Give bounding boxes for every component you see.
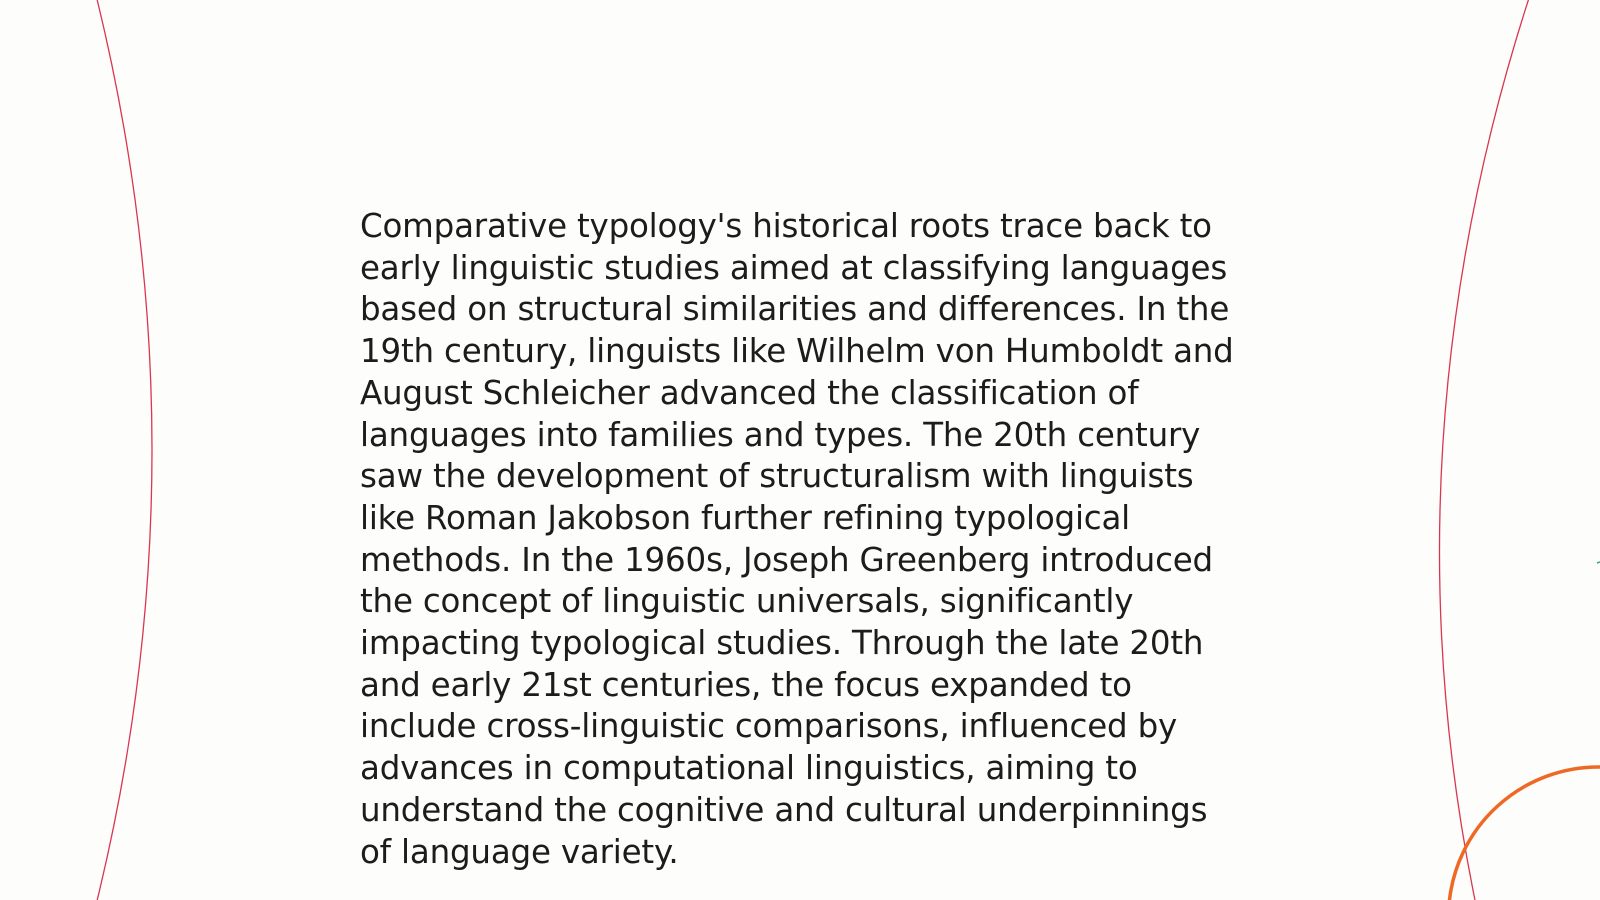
left-arc-line	[96, 0, 152, 900]
right-arc-line	[1439, 0, 1530, 900]
body-paragraph: Comparative typology's historical roots trace back to early linguistic studies aimed at classifying languages based on structural similarities and differences. In the 19th century, linguists like Wilhelm von Humboldt and August Schleicher advanced the classification of languages into families and types. The 20th century saw the development of structuralism with linguists like Roman Jakobson further refining typological methods. In the 1960s, Joseph Greenberg introduced the concept of linguistic universals, significantly impacting typological studies. Through the late 20th and early 21st centuries, the focus expanded to include cross-linguistic comparisons, influenced by advances in computational linguistics, aiming to understand the cognitive and cultural underpinnings of language variety.	[360, 207, 1234, 871]
